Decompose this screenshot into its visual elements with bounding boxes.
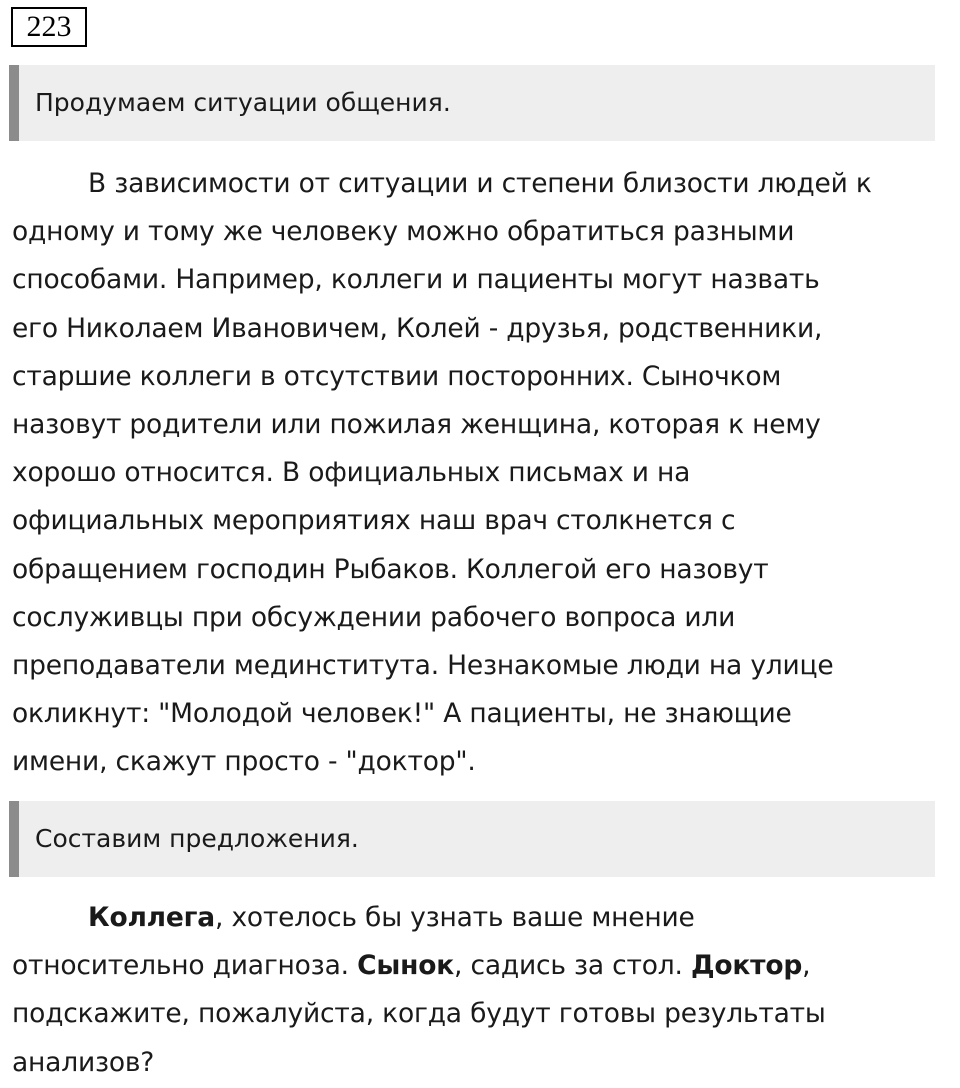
sentence-text: ,: [802, 950, 811, 982]
sentence-line: подскажите, пожалуйста, когда будут готовы результаты: [12, 998, 826, 1030]
paragraph-line: имени, скажут просто - "доктор".: [12, 746, 476, 778]
paragraph-line: сослуживцы при обсуждении рабочего вопроса или: [12, 601, 736, 633]
example-sentences-paragraph: [12, 894, 942, 1087]
paragraph-line: официальных мероприятиях наш врач столкнется с: [12, 505, 736, 537]
paragraph-line: преподаватели мединститута. Незнакомые люди на улице: [12, 650, 834, 682]
bold-word-son: Сынок: [357, 950, 454, 982]
paragraph-line: хорошо относится. В официальных письмах и на: [12, 457, 691, 489]
exercise-number: 223: [11, 7, 87, 47]
paragraph-line: назовут родители или пожилая женщина, которая к нему: [12, 409, 821, 441]
section-heading-situations: Продумаем ситуации общения.: [9, 65, 935, 141]
paragraph-line: окликнут: "Молодой человек!" А пациенты, не знающие: [12, 698, 792, 730]
paragraph-line: обращением господин Рыбаков. Коллегой его назовут: [12, 553, 769, 585]
sentence-text: , хотелось бы узнать ваше мнение: [215, 902, 695, 933]
sentence-line: [12, 942, 942, 990]
paragraph-line: одному и тому же человеку можно обратиться разными: [12, 216, 795, 248]
bold-word-colleague: Коллега: [88, 902, 215, 933]
sentence-line: [12, 894, 942, 942]
explanation-paragraph: [12, 160, 942, 787]
section-heading-sentences: Составим предложения.: [9, 801, 935, 877]
paragraph-line: его Николаем Ивановичем, Колей - друзья, родственники,: [12, 312, 823, 344]
sentence-line: анализов?: [12, 1046, 155, 1078]
bold-word-doctor: Доктор: [690, 950, 803, 982]
paragraph-line: В зависимости от ситуации и степени близости людей к: [88, 168, 872, 199]
paragraph-line: старшие коллеги в отсутствии посторонних. Сыночком: [12, 360, 782, 392]
sentence-text: относительно диагноза.: [12, 950, 358, 982]
paragraph-line: способами. Например, коллеги и пациенты могут назвать: [12, 264, 820, 296]
sentence-text: , садись за стол.: [454, 950, 691, 982]
